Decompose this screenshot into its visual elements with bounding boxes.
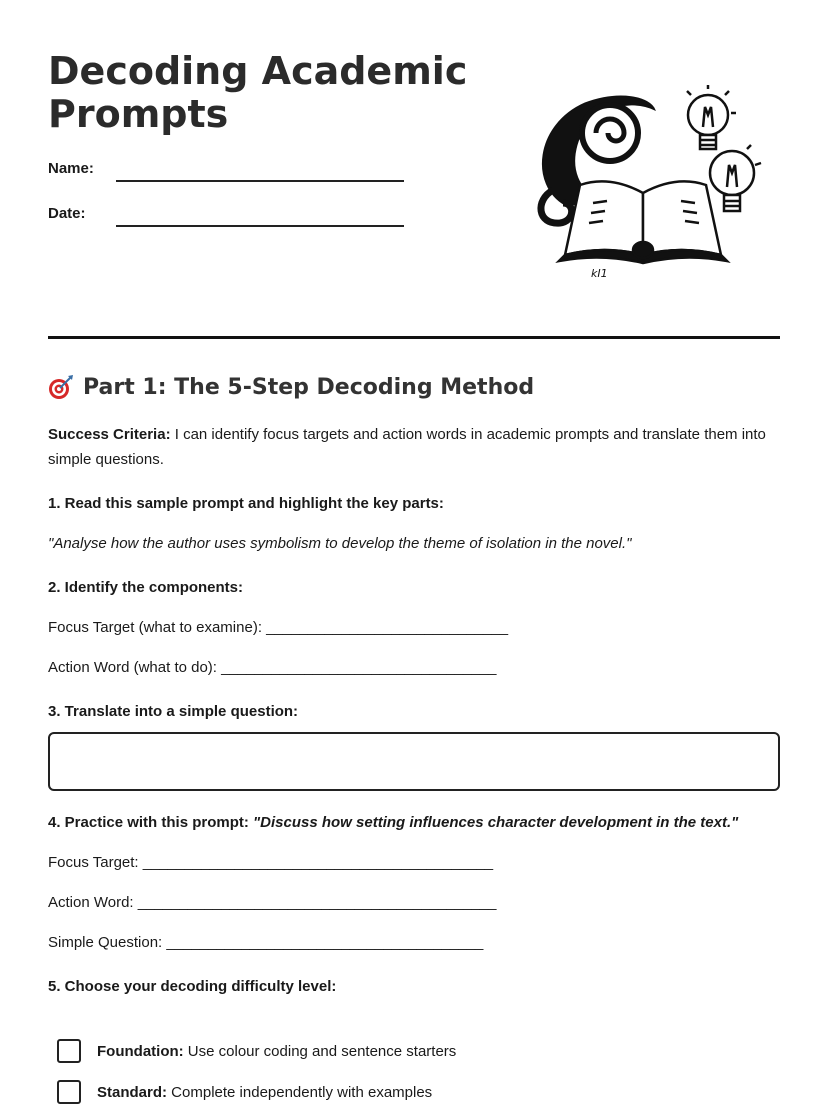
focus-target-field[interactable]: Focus Target (what to examine): _____________________________ <box>48 619 509 636</box>
action-word-field[interactable]: Action Word (what to do): _________________________________ <box>48 659 497 676</box>
name-label: Name: <box>48 160 94 177</box>
practice-simple-question-field[interactable]: Simple Question: ______________________________________ <box>48 934 484 951</box>
page-title: Decoding Academic Prompts <box>48 49 468 136</box>
level-option-foundation[interactable] <box>57 1038 456 1064</box>
step4-heading <box>48 810 783 835</box>
step2-heading: 2. Identify the components: <box>48 579 244 596</box>
name-field[interactable] <box>48 160 408 190</box>
practice-focus-target-field[interactable]: Focus Target: __________________________________________ <box>48 854 494 871</box>
success-criteria-label: Success Criteria: <box>48 426 171 443</box>
date-label: Date: <box>48 205 86 222</box>
standard-checkbox[interactable] <box>57 1080 81 1104</box>
foundation-label: Foundation: <box>97 1042 184 1060</box>
part1-heading <box>48 374 534 400</box>
step3-heading: 3. Translate into a simple question: <box>48 703 299 720</box>
step1-heading: 1. Read this sample prompt and highlight the key parts: <box>48 495 444 512</box>
standard-text: Complete independently with examples <box>167 1083 433 1101</box>
step5-heading: 5. Choose your decoding difficulty level: <box>48 978 337 995</box>
foundation-text: Use colour coding and sentence starters <box>183 1042 457 1060</box>
name-input-line[interactable] <box>116 180 404 182</box>
illustration-signature: kI1 <box>591 267 608 280</box>
step4-heading-label: 4. Practice with this prompt: <box>48 814 254 831</box>
date-field[interactable] <box>48 205 408 235</box>
sample-prompt: "Analyse how the author uses symbolism to develop the theme of isolation in the novel." <box>48 535 632 552</box>
practice-prompt: "Discuss how setting influences character development in the text." <box>253 814 739 831</box>
simple-question-answer-box[interactable] <box>48 732 780 791</box>
book-lightbulb-illustration <box>525 85 770 285</box>
practice-action-word-field[interactable]: Action Word: ___________________________________________ <box>48 894 497 911</box>
success-criteria <box>48 422 783 472</box>
date-input-line[interactable] <box>116 225 404 227</box>
foundation-checkbox[interactable] <box>57 1039 81 1063</box>
part1-heading-text: Part 1: The 5-Step Decoding Method <box>83 374 535 400</box>
lightbulb-icon <box>710 145 761 211</box>
target-dart-icon <box>48 374 74 400</box>
level-option-standard[interactable] <box>57 1079 432 1105</box>
section-divider <box>48 336 780 339</box>
lightbulb-icon <box>687 85 736 149</box>
open-book-graphic <box>559 181 727 263</box>
success-criteria-text: I can identify focus targets and action words in academic prompts and translate them into simple questions. <box>48 426 766 468</box>
standard-label: Standard: <box>97 1083 168 1101</box>
